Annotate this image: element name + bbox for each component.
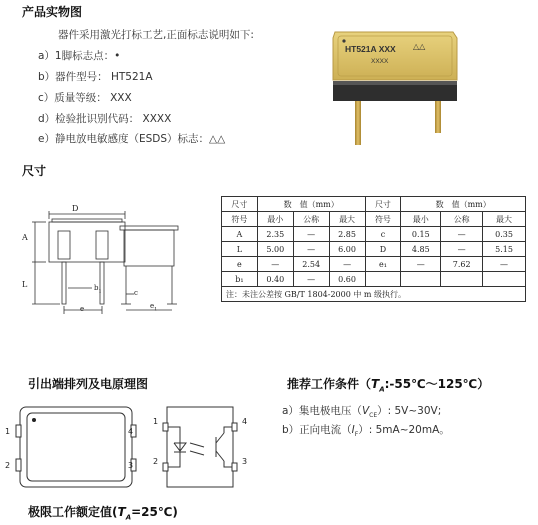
product-item-b: b）器件型号： HT521A	[38, 71, 153, 83]
table-cell: A	[222, 227, 258, 242]
table-header-value-2: 数 值（mm）	[401, 197, 526, 212]
dimension-drawing	[18, 206, 218, 318]
dimension-table	[221, 196, 526, 302]
product-item-a: a）1脚标志点：•	[38, 50, 121, 62]
pin-label-4: 4	[128, 427, 134, 436]
table-header-max: 最大	[329, 212, 365, 227]
pins-section-title: 引出端排列及电原理图	[28, 377, 149, 391]
table-cell: e	[222, 257, 258, 272]
conditions-section-title	[287, 375, 489, 393]
table-cell: c	[365, 227, 401, 242]
dim-label-e1	[150, 302, 157, 312]
product-section-title: 产品实物图	[22, 5, 83, 19]
condition-b-sub: F	[354, 431, 359, 439]
table-cell: 2.54	[293, 257, 329, 272]
table-note: 注：未注公差按 GB/T 1804-2000 中 m 级执行。	[222, 287, 526, 302]
table-cell: —	[257, 257, 293, 272]
table-header-min-2: 最小	[401, 212, 441, 227]
dim-label-D: D	[72, 204, 79, 213]
dim-label-b1	[94, 284, 102, 294]
table-cell: 5.15	[483, 242, 526, 257]
table-cell: 6.00	[329, 242, 365, 257]
table-cell: 2.85	[329, 227, 365, 242]
dim-label-c: c	[134, 289, 138, 297]
sch-pin-label-4: 4	[242, 417, 248, 426]
chip-marking-esd: △△	[413, 42, 426, 51]
condition-item-a	[282, 403, 441, 419]
table-header-min: 最小	[257, 212, 293, 227]
ratings-title-prefix: 极限工作额定值(	[28, 505, 118, 519]
dim-label-L: L	[22, 280, 28, 289]
table-cell: —	[401, 257, 441, 272]
dim-label-e: e	[80, 305, 85, 313]
product-intro: 器件采用激光打标工艺,正面标志说明如下:	[58, 29, 254, 41]
table-cell: b₁	[222, 272, 258, 287]
table-cell: 5.00	[257, 242, 293, 257]
chip-marking-lot: XXXX	[371, 58, 389, 65]
table-cell: —	[441, 242, 483, 257]
table-cell: 0.35	[483, 227, 526, 242]
product-item-d: d）检验批识别代码： XXXX	[38, 113, 172, 125]
table-row	[222, 227, 526, 242]
table-cell: L	[222, 242, 258, 257]
conditions-title-sub: A	[379, 385, 385, 394]
table-cell	[441, 272, 483, 287]
pin-label-3: 3	[128, 461, 134, 470]
condition-b-prefix: b）正向电流（	[282, 424, 352, 436]
table-header-value: 数 值（mm）	[257, 197, 365, 212]
sch-pin-label-3: 3	[242, 457, 248, 466]
table-row	[222, 257, 526, 272]
ratings-title-suffix: =25℃)	[131, 505, 178, 519]
table-header-nom-2: 公称	[441, 212, 483, 227]
product-item-e: e）静电放电敏感度（ESDS）标志：△△	[38, 133, 226, 145]
ratings-title-sub: A	[125, 513, 132, 522]
dim-label-e1-sub: 1	[154, 306, 158, 313]
condition-a-sub: CE	[369, 412, 378, 420]
product-item-c: c）质量等级： XXX	[38, 92, 132, 104]
table-cell	[365, 272, 401, 287]
dim-label-A: A	[22, 233, 28, 242]
table-cell	[401, 272, 441, 287]
ratings-section-title	[28, 503, 178, 521]
table-header-max-2: 最大	[483, 212, 526, 227]
table-cell	[483, 272, 526, 287]
pin-layout-diagram	[10, 405, 250, 490]
table-header-symbol: 符号	[222, 212, 258, 227]
conditions-title-var: T	[371, 377, 380, 391]
table-cell: D	[365, 242, 401, 257]
pin-label-1: 1	[5, 427, 11, 436]
dim-label-e1-main: e	[150, 302, 155, 310]
table-cell: 0.40	[257, 272, 293, 287]
table-cell: —	[441, 227, 483, 242]
dim-label-b1-main: b	[94, 284, 99, 292]
condition-a-prefix: a）集电极电压（	[282, 405, 362, 417]
table-cell: —	[293, 242, 329, 257]
table-cell: e₁	[365, 257, 401, 272]
condition-item-b	[282, 422, 450, 438]
table-row	[222, 242, 526, 257]
condition-a-suffix: ）: 5V~30V;	[377, 405, 442, 417]
conditions-title-suffix: :-55℃～125℃）	[384, 377, 490, 391]
sch-pin-label-1: 1	[153, 417, 159, 426]
chip-marking-model: HT521A XXX	[345, 44, 396, 54]
dim-label-b1-sub: 1	[98, 288, 102, 295]
ratings-title-var: T	[117, 505, 126, 519]
table-header-dim: 尺寸	[222, 197, 258, 212]
table-cell: 0.15	[401, 227, 441, 242]
table-header-symbol-2: 符号	[365, 212, 401, 227]
sch-pin-label-2: 2	[153, 457, 159, 466]
conditions-title-prefix: 推荐工作条件（	[287, 377, 372, 391]
table-row	[222, 272, 526, 287]
table-header-nom: 公称	[293, 212, 329, 227]
dimensions-section-title: 尺寸	[22, 164, 47, 178]
condition-b-var: I	[351, 424, 355, 436]
pin-label-2: 2	[5, 461, 11, 470]
condition-b-suffix: ）: 5mA~20mA。	[358, 424, 450, 436]
table-cell: —	[293, 272, 329, 287]
table-cell: 7.62	[441, 257, 483, 272]
table-cell: —	[293, 227, 329, 242]
table-cell: —	[483, 257, 526, 272]
table-cell: 2.35	[257, 227, 293, 242]
table-cell: —	[329, 257, 365, 272]
condition-a-var: V	[361, 405, 370, 417]
table-cell: 0.60	[329, 272, 365, 287]
table-cell: 4.85	[401, 242, 441, 257]
table-header-dim-2: 尺寸	[365, 197, 401, 212]
